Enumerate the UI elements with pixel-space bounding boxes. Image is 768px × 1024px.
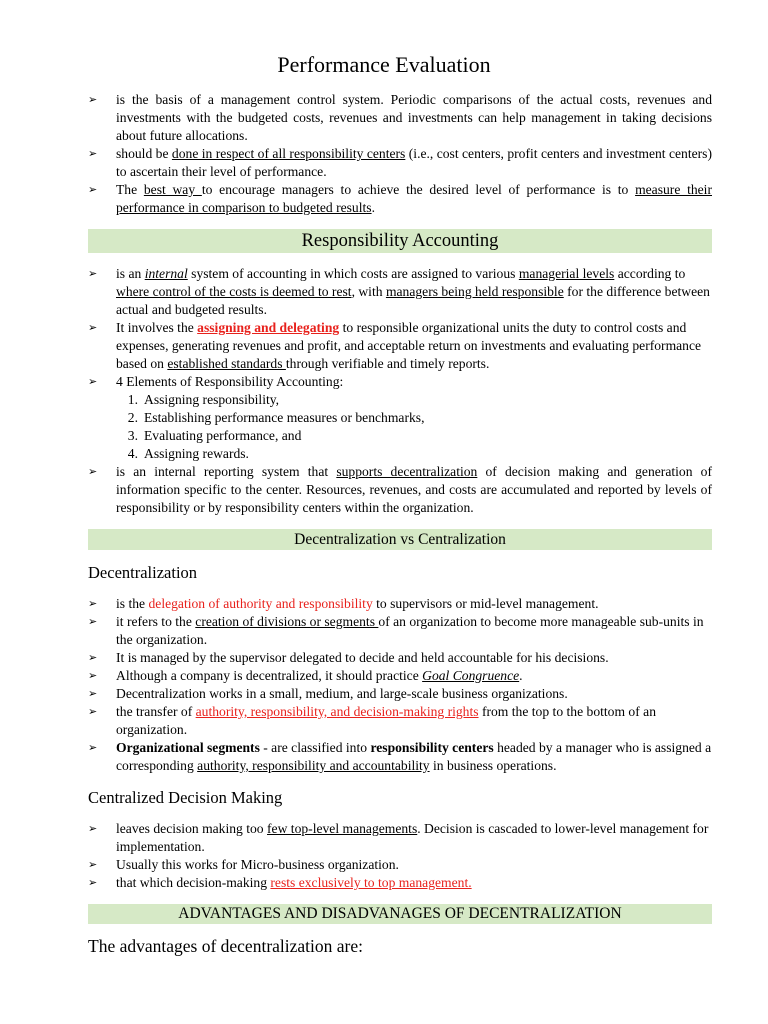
arrow-bullet-icon: ➢ bbox=[88, 615, 98, 628]
list-item: ➢ should be done in respect of all responsibility centers (i.e., cost centers, profit centers and investment centers) to ascertain their level of performance. bbox=[88, 146, 712, 179]
arrow-bullet-icon: ➢ bbox=[88, 858, 98, 871]
arrow-bullet-icon: ➢ bbox=[88, 267, 98, 280]
subheading-advantages: The advantages of decentralization are: bbox=[88, 936, 363, 956]
page-title: Performance Evaluation bbox=[277, 52, 491, 77]
section-heading-decentralization-vs-centralization: Decentralization vs Centralization bbox=[88, 529, 712, 550]
responsibility-accounting-list bbox=[88, 265, 712, 517]
list-item: ➢ The best way to encourage managers to achieve the desired level of performance is to measure their performance in comparison to budgeted results. bbox=[88, 182, 712, 215]
list-item: ➢ It involves the assigning and delegating to responsible organizational units the duty to control costs and expenses, generating revenues and profit, and acceptable return on investments and evaluating performance based on established standards through verifiable and timely reports. bbox=[88, 320, 702, 371]
list-item: ➢ It is managed by the supervisor delegated to decide and held accountable for his decisions. bbox=[88, 650, 609, 665]
numbered-item: 3. Evaluating performance, and bbox=[127, 428, 302, 443]
decentralization-list bbox=[88, 595, 712, 775]
arrow-bullet-icon: ➢ bbox=[88, 147, 98, 160]
list-item: ➢ is the basis of a management control system. Periodic comparisons of the actual costs, revenues and investments with the budgeted costs, revenues and investments can help management in taking decisions about future allocations. bbox=[88, 92, 712, 143]
arrow-bullet-icon: ➢ bbox=[88, 465, 98, 478]
numbered-item: 2. Establishing performance measures or benchmarks, bbox=[127, 410, 425, 425]
section-heading-advantages-disadvantages: ADVANTAGES AND DISADVANAGES OF DECENTRALIZATION bbox=[88, 904, 712, 924]
list-item: ➢ Usually this works for Micro-business organization. bbox=[88, 857, 399, 872]
centralized-decision-list bbox=[88, 820, 712, 892]
subheading-centralized-decision-making: Centralized Decision Making bbox=[88, 788, 283, 807]
arrow-bullet-icon: ➢ bbox=[88, 705, 98, 718]
arrow-bullet-icon: ➢ bbox=[88, 651, 98, 664]
list-item: ➢ leaves decision making too few top-level managements. Decision is cascaded to lower-level management for implementation. bbox=[88, 821, 709, 854]
arrow-bullet-icon: ➢ bbox=[88, 876, 98, 889]
subheading-decentralization: Decentralization bbox=[88, 563, 198, 582]
performance-evaluation-list bbox=[88, 91, 712, 217]
list-item: ➢ is the delegation of authority and responsibility to supervisors or mid-level management. bbox=[88, 596, 599, 611]
arrow-bullet-icon: ➢ bbox=[88, 687, 98, 700]
arrow-bullet-icon: ➢ bbox=[88, 822, 98, 835]
arrow-bullet-icon: ➢ bbox=[88, 669, 98, 682]
list-item: ➢ it refers to the creation of divisions or segments of an organization to become more manageable sub-units in the organization. bbox=[88, 614, 704, 647]
list-item: ➢ is an internal reporting system that supports decentralization of decision making and generation of information specific to the center. Resources, revenues, and costs are accumulated and reported by levels of responsibility or by responsibility centers within the organization. bbox=[88, 464, 712, 515]
list-item: ➢ Decentralization works in a small, medium, and large-scale business organizations. bbox=[88, 686, 568, 701]
elements-numbered-list bbox=[88, 391, 712, 463]
arrow-bullet-icon: ➢ bbox=[88, 741, 98, 754]
arrow-bullet-icon: ➢ bbox=[88, 183, 98, 196]
arrow-bullet-icon: ➢ bbox=[88, 321, 98, 334]
list-item: ➢ the transfer of authority, responsibility, and decision-making rights from the top to the bottom of an organization. bbox=[88, 704, 656, 737]
list-item: ➢ Although a company is decentralized, it should practice Goal Congruence. bbox=[88, 668, 523, 683]
list-item: ➢ is an internal system of accounting in which costs are assigned to various managerial levels according to where control of the costs is deemed to rest, with managers being held responsible for the difference between actual and budgeted results. bbox=[88, 266, 710, 317]
arrow-bullet-icon: ➢ bbox=[88, 93, 98, 106]
list-item: ➢ 4 Elements of Responsibility Accounting: 1. Assigning responsibility, 2. Establishing performance measures or benchmarks, 3. Evaluating performance, and 4. Assigning rewards. bbox=[88, 373, 712, 463]
arrow-bullet-icon: ➢ bbox=[88, 597, 98, 610]
list-item: ➢ Organizational segments - are classified into responsibility centers headed by a manager who is assigned a corresponding authority, responsibility and accountability in business operations. bbox=[88, 740, 712, 773]
numbered-item: 4. Assigning rewards. bbox=[127, 446, 249, 461]
section-heading-responsibility-accounting: Responsibility Accounting bbox=[88, 229, 712, 253]
arrow-bullet-icon: ➢ bbox=[88, 375, 98, 388]
list-item: ➢ that which decision-making rests exclusively to top management. bbox=[88, 875, 472, 890]
numbered-item: 1. Assigning responsibility, bbox=[127, 392, 280, 407]
